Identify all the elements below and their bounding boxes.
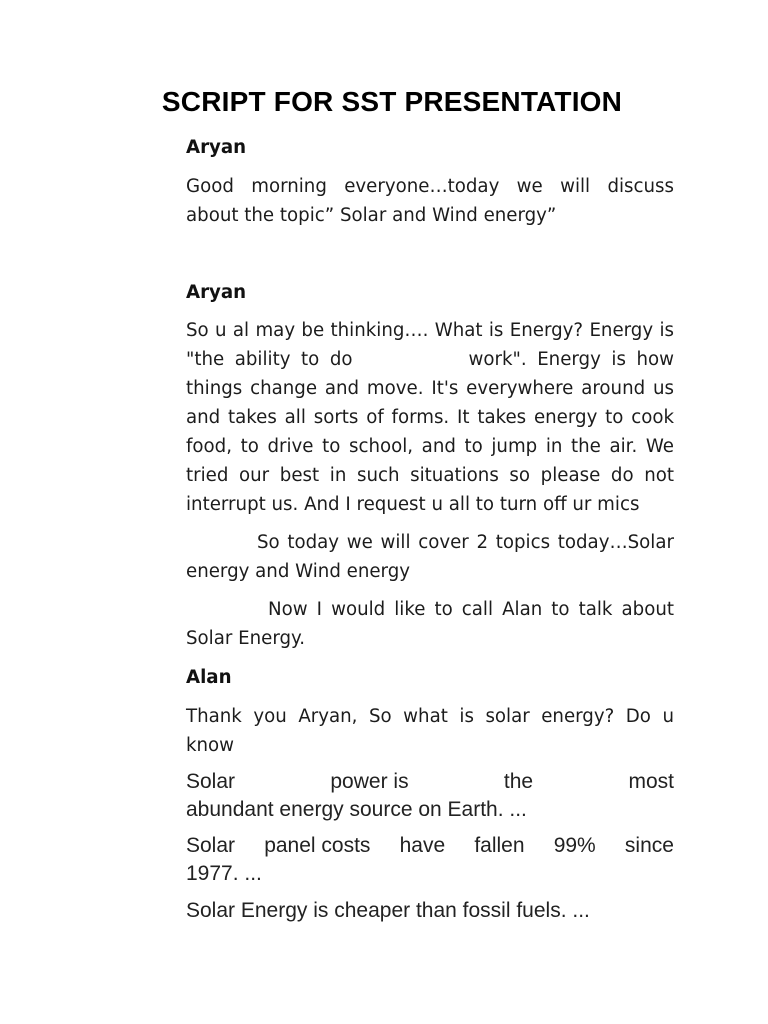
fact-line: 1977. ... — [186, 862, 262, 885]
fact-word: power is — [330, 770, 409, 793]
fact-item: Solar Energy is cheaper than fossil fuels. ... — [186, 899, 590, 922]
paragraph: Good morning everyone…today we will discuss about the topic” Solar and Wind energy” — [186, 176, 674, 226]
fact-word: the — [503, 770, 534, 793]
paragraph: Thank you Aryan, So what is solar energy? Do u know — [186, 706, 674, 756]
fact-word: Solar — [186, 770, 236, 793]
fact-word: most — [628, 770, 674, 793]
fact-word: have — [399, 834, 446, 857]
fact-word: Solar — [186, 834, 236, 857]
fact-line: abundant energy source on Earth. ... — [186, 798, 527, 821]
paragraph — [186, 316, 674, 519]
fact-line — [186, 832, 674, 860]
fact-word: 99% — [553, 834, 596, 857]
fact-word: fallen — [474, 834, 525, 857]
speaker-label: Aryan — [186, 137, 247, 158]
fact-word: panel costs — [264, 834, 371, 857]
fact-line — [186, 768, 674, 796]
paragraph: Now I would like to call Alan to talk about Solar Energy. — [186, 599, 674, 649]
paragraph: So today we will cover 2 topics today…Solar energy and Wind energy — [186, 532, 674, 582]
document-title: SCRIPT FOR SST PRESENTATION — [161, 86, 623, 117]
fact-item — [186, 768, 674, 824]
fact-item — [186, 832, 674, 888]
speaker-label: Alan — [186, 667, 232, 688]
speaker-label: Aryan — [186, 282, 247, 303]
paragraph-part: work". Energy is how things change and move. It's everywhere around us and takes all sorts of forms. It takes energy to cook food, to drive to school, and to jump in the air. We tried our best in such situations so please do not interrupt us. And I request u all to turn off ur mics — [186, 349, 674, 515]
paragraph-part: So u al may be thinking…. What is Energy? Energy is "the ability to do — [186, 320, 674, 370]
fact-word: since — [624, 834, 674, 857]
